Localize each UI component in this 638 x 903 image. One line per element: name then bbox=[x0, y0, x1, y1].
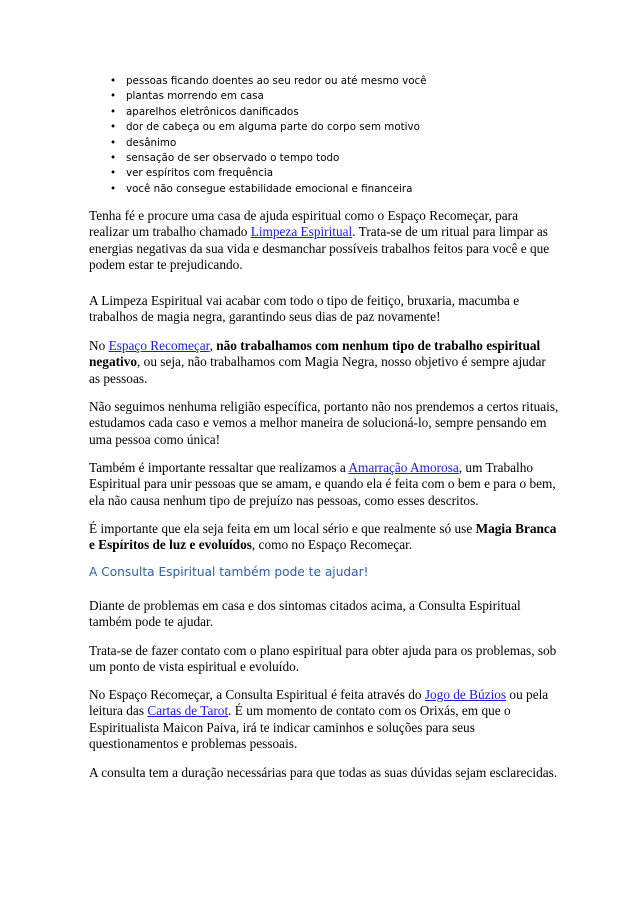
link-jogo-de-buzios[interactable]: Jogo de Búzios bbox=[424, 687, 507, 702]
paragraph-limpeza: Tenha fé e procure uma casa de ajuda espiritual como o Espaço Recomeçar, para realizar um trabalho chamado Limpeza Espiritual. Trata-se de um ritual para limpar as energias negativas da sua vida e desmanchar possíveis trabalhos feitos para você e que podem estar te prejudicando. bbox=[89, 208, 550, 273]
bullet-icon: • bbox=[110, 182, 117, 195]
bullet-icon: • bbox=[110, 105, 117, 118]
list-item: • aparelhos eletrônicos danificados bbox=[110, 105, 427, 120]
bullet-icon: • bbox=[110, 151, 117, 164]
paragraph-religion: Não seguimos nenhuma religião específica, portanto não nos prendemos a certos rituais, estudamos cada caso e vemos a melhor maneira de solucioná-lo, sempre pensando em uma pessoa como única! bbox=[89, 399, 559, 447]
link-amarracao-amorosa[interactable]: Amarração Amorosa bbox=[348, 460, 459, 475]
list-item: • pessoas ficando doentes ao seu redor ou até mesmo você bbox=[110, 74, 427, 89]
link-cartas-de-tarot[interactable]: Cartas de Tarot bbox=[147, 703, 229, 719]
paragraph-consulta-intro: Diante de problemas em casa e dos sintomas citados acima, a Consulta Espiritual também pode te ajudar. bbox=[89, 598, 521, 630]
link-espaco-recomecar[interactable]: Espaço Recomeçar bbox=[108, 338, 210, 353]
bullet-icon: • bbox=[110, 75, 117, 87]
bullet-icon: • bbox=[110, 136, 117, 149]
list-item: • desânimo bbox=[110, 136, 427, 151]
section-heading: A Consulta Espiritual também pode te ajudar! bbox=[89, 565, 369, 579]
paragraph-limpeza-effects: A Limpeza Espiritual vai acabar com todo o tipo de feitiço, bruxaria, macumba e trabalhos de magia negra, garantindo seus dias de paz novamente! bbox=[89, 293, 520, 325]
paragraph-consulta-method: No Espaço Recomeçar, a Consulta Espiritual é feita através do Jogo de Búzios ou pela leitura das Cartas de Tarot. É um momento de contato com os Orixás, em que o Espiritualista Maicon Paiva, irá te indicar caminhos e soluções para seus questionamentos e problemas pessoais. bbox=[89, 687, 549, 752]
paragraph-no-negative: No Espaço Recomeçar, não trabalhamos com nenhum tipo de trabalho espiritual negativo, ou seja, não trabalhamos com Magia Negra, nosso objetivo é sempre ajudar as pessoas. bbox=[89, 338, 546, 386]
list-item: • você não consegue estabilidade emocional e financeira bbox=[110, 182, 427, 197]
bullet-icon: • bbox=[110, 167, 117, 180]
list-item: • dor de cabeça ou em alguma parte do corpo sem motivo bbox=[110, 120, 427, 135]
list-item: • ver espíritos com frequência bbox=[110, 166, 427, 181]
paragraph-consulta-duration: A consulta tem a duração necessárias para que todas as suas dúvidas sejam esclarecidas. bbox=[89, 765, 558, 780]
paragraph-magia-branca: É importante que ela seja feita em um local sério e que realmente só use Magia Branca e Espíritos de luz e evoluídos, como no Espaço Recomeçar. bbox=[89, 521, 557, 553]
paragraph-consulta-definition: Trata-se de fazer contato com o plano espiritual para obter ajuda para os problemas, sob um ponto de vista espiritual e evoluído. bbox=[89, 643, 557, 675]
bullet-icon: • bbox=[110, 90, 117, 103]
list-item: • sensação de ser observado o tempo todo bbox=[110, 151, 427, 166]
paragraph-amarracao: Também é importante ressaltar que realizamos a Amarração Amorosa, um Trabalho Espiritual para unir pessoas que se amam, e quando ela é feita com o bem e para o bem, ela não causa nenhum tipo de prejuízo nas pessoas, como esses descritos. bbox=[89, 460, 556, 508]
bullet-icon: • bbox=[110, 121, 117, 134]
link-limpeza-espiritual[interactable]: Limpeza Espiritual bbox=[250, 224, 353, 240]
symptom-list bbox=[110, 74, 427, 197]
list-item: • plantas morrendo em casa bbox=[110, 89, 427, 104]
